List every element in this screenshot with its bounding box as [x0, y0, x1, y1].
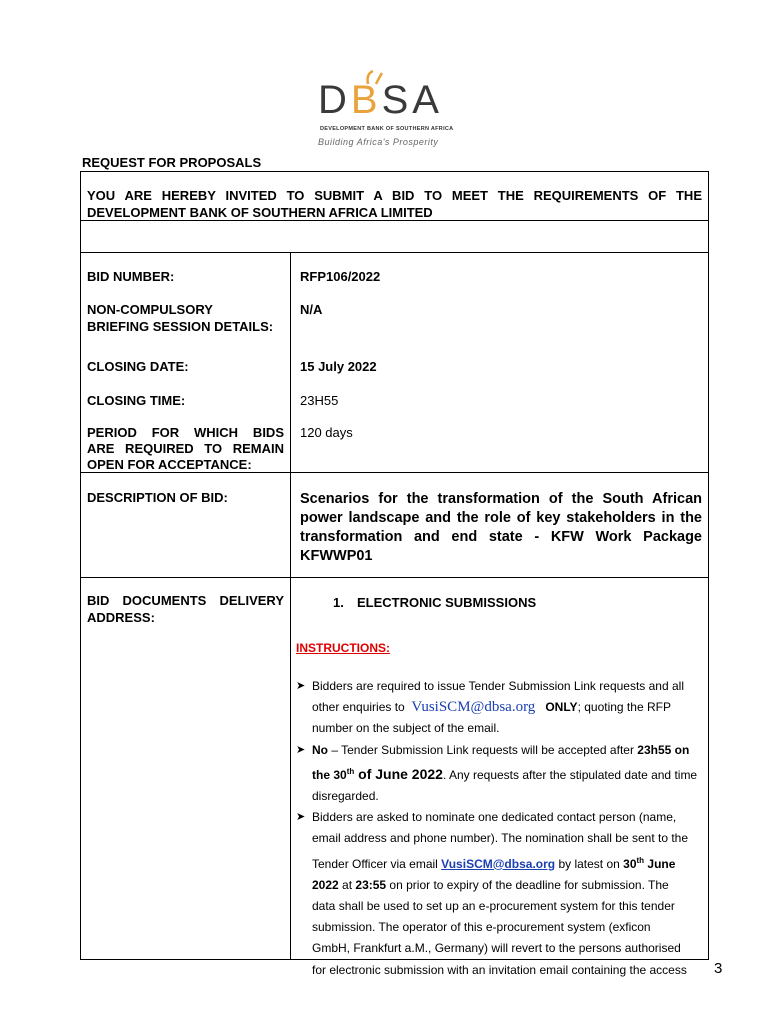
period-label: PERIOD FOR WHICH BIDS — [87, 425, 284, 440]
list-item-line: 2022 at 23:55 on prior to expiry of the deadline for submission. The — [312, 877, 669, 892]
closing-date-value: 15 July 2022 — [300, 359, 377, 374]
list-item-line: other enquiries to VusiSCM@dbsa.org ONLY; quoting the RFP — [312, 699, 671, 716]
delivery-label: ADDRESS: — [87, 610, 155, 625]
column-divider — [290, 252, 291, 960]
logo-subline: DEVELOPMENT BANK OF SOUTHERN AFRICA — [320, 126, 454, 132]
instructions-heading: INSTRUCTIONS: — [296, 641, 390, 655]
period-value: 120 days — [300, 425, 353, 440]
description-text: KFWWP01 — [300, 548, 373, 564]
description-text: transformation and end state - KFW Work Package — [300, 529, 702, 545]
period-label: OPEN FOR ACCEPTANCE: — [87, 457, 252, 472]
briefing-value: N/A — [300, 302, 323, 317]
list-item: ➤ No – Tender Submission Link requests will be accepted after 23h55 on — [296, 740, 710, 761]
period-label: ARE REQUIRED TO REMAIN — [87, 441, 284, 456]
list-item-line: for electronic submission with an invitation email containing the access — [312, 962, 687, 977]
briefing-label: BRIEFING SESSION DETAILS: — [87, 319, 274, 334]
divider — [80, 252, 709, 253]
logo-leaf-icon — [364, 70, 384, 86]
bullet-arrow-icon: ➤ — [296, 680, 306, 692]
description-label: DESCRIPTION OF BID: — [87, 490, 228, 505]
logo-wordmark: DBSA — [318, 78, 443, 122]
divider — [80, 577, 709, 578]
section-heading: ELECTRONIC SUBMISSIONS — [357, 595, 537, 610]
briefing-label: NON-COMPULSORY — [87, 302, 213, 317]
dbsa-logo — [318, 76, 454, 150]
list-item-line: email address and phone number). The nomination shall be sent to the — [312, 831, 689, 846]
closing-date-label: CLOSING DATE: — [87, 359, 189, 374]
section-number: 1. — [333, 595, 344, 610]
bid-number-label: BID NUMBER: — [87, 269, 175, 284]
list-item: ➤ Bidders are required to issue Tender Submission Link requests and all — [296, 676, 710, 697]
list-item-line: data shall be used to set up an e-procurement system for this tender — [312, 899, 675, 914]
invite-line: YOU ARE HEREBY INVITED TO SUBMIT A BID TO MEET THE REQUIREMENTS OF THE — [87, 188, 702, 203]
list-item-line: Tender Officer via email VusiSCM@dbsa.org by latest on 30th June — [312, 855, 676, 871]
bullet-arrow-icon: ➤ — [296, 811, 306, 824]
page-number: 3 — [714, 960, 723, 977]
bullet-arrow-icon: ➤ — [296, 743, 306, 756]
email-link[interactable]: VusiSCM@dbsa.org — [411, 699, 536, 716]
email-link[interactable]: VusiSCM@dbsa.org — [441, 856, 556, 871]
delivery-label: BID DOCUMENTS DELIVERY — [87, 593, 284, 608]
list-item-line: GmbH, Frankfurt a.M., Germany) will revert to the persons authorised — [312, 941, 681, 956]
page-title: REQUEST FOR PROPOSALS — [82, 155, 262, 170]
description-text: power landscape and the role of key stakeholders in the — [300, 510, 702, 526]
closing-time-label: CLOSING TIME: — [87, 393, 186, 408]
description-text: Scenarios for the transformation of the South African — [300, 491, 702, 507]
list-item-line: number on the subject of the email. — [312, 721, 500, 736]
list-item-line: disregarded. — [312, 789, 379, 804]
list-item: ➤ Bidders are asked to nominate one dedicated contact person (name, — [296, 807, 710, 828]
instructions-list — [296, 676, 710, 981]
bid-number-value: RFP106/2022 — [300, 269, 381, 284]
list-item-line: the 30th of June 2022. Any requests after the stipulated date and time — [312, 765, 698, 782]
invite-line: DEVELOPMENT BANK OF SOUTHERN AFRICA LIMITED — [87, 205, 433, 220]
closing-time-value: 23H55 — [300, 393, 339, 408]
list-item-line: submission. The operator of this e-procurement system (exficon — [312, 920, 651, 935]
logo-tagline: Building Africa's Prosperity — [318, 137, 439, 147]
